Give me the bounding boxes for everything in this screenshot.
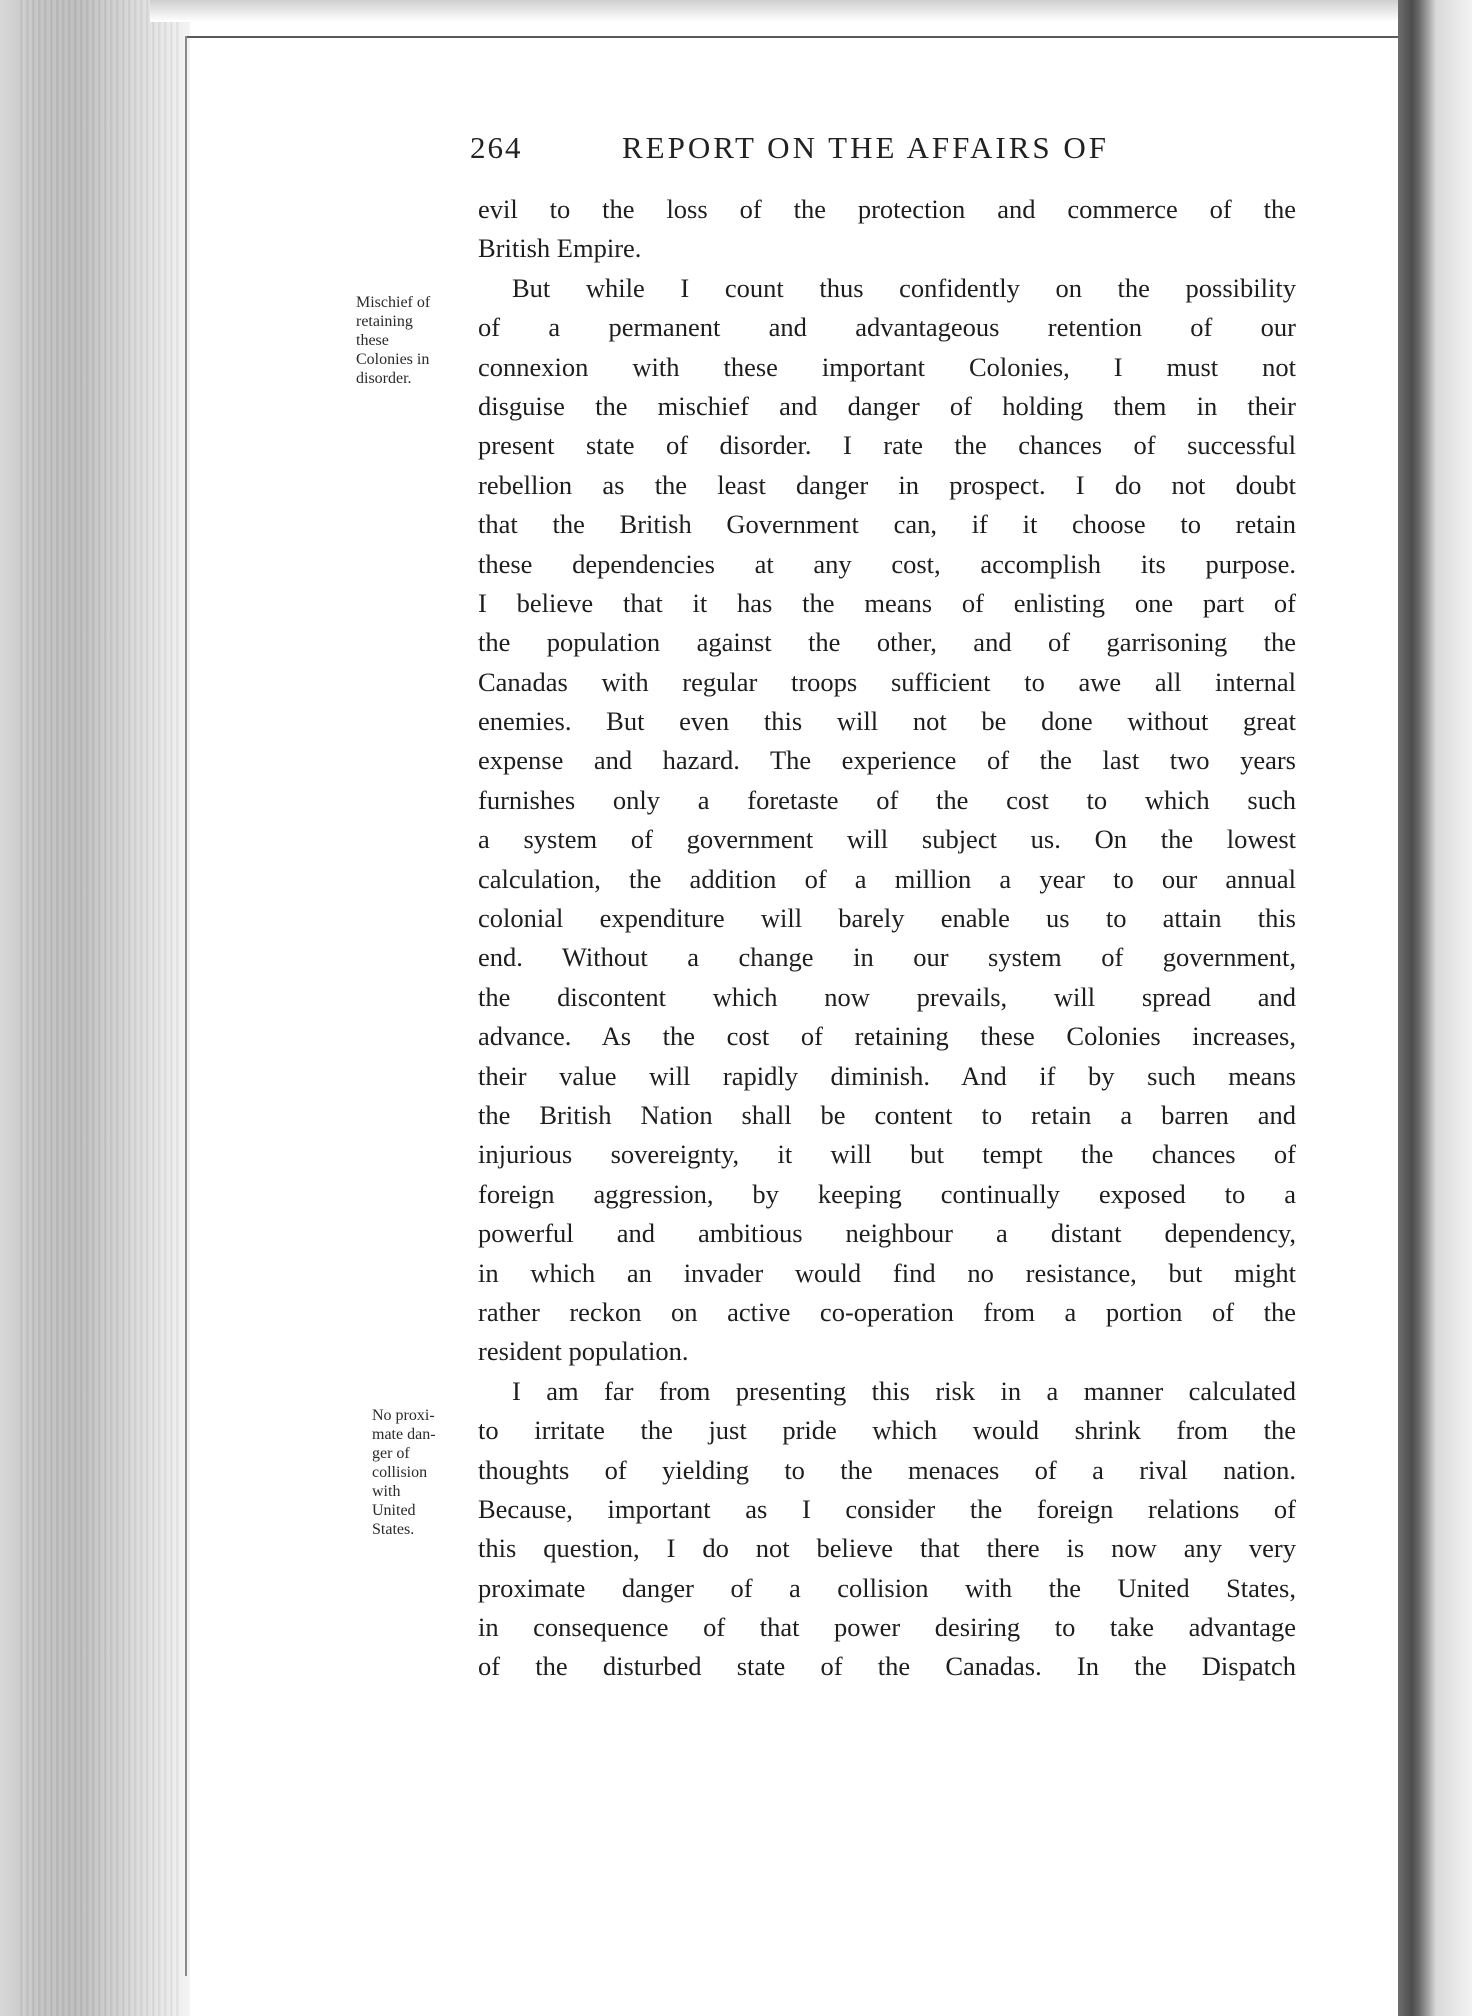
side-note-line: retaining — [356, 313, 413, 330]
side-note-line: ger of — [372, 1445, 410, 1462]
text-line: this question, I do not believe that there is now any very — [478, 1533, 1296, 1564]
running-head — [470, 130, 1200, 174]
page-edge-lines — [20, 0, 180, 2016]
body-text — [478, 190, 1296, 1687]
text-line: rather reckon on active co-operation from a portion of the — [478, 1296, 1296, 1327]
text-line: the British Nation shall be content to retain a barren and — [478, 1099, 1296, 1130]
side-note-line: mate dan- — [372, 1426, 436, 1443]
text-line: expense and hazard. The experience of the last two years — [478, 745, 1296, 776]
text-line: of a permanent and advantageous retention of our — [478, 312, 1296, 343]
top-shadow — [150, 0, 1472, 22]
text-line: But while I count thus confidently on the possibility — [512, 272, 1296, 303]
text-line: their value will rapidly diminish. And if by such means — [478, 1060, 1296, 1091]
side-note-line: Colonies in — [356, 351, 430, 368]
page-top-edge — [185, 36, 1400, 38]
text-line: that the British Government can, if it choose to retain — [478, 509, 1296, 540]
side-note-collision — [372, 1406, 436, 1539]
text-line: connexion with these important Colonies, I must not — [478, 351, 1296, 382]
side-note-line: Mischief of — [356, 294, 431, 311]
text-line: injurious sovereignty, it will but tempt the chances of — [478, 1139, 1296, 1170]
text-line: rebellion as the least danger in prospect. I do not doubt — [478, 469, 1296, 500]
facing-page-edge — [1412, 0, 1472, 2016]
side-note-line: collision — [372, 1464, 428, 1481]
text-line: enemies. But even this will not be done without great — [478, 706, 1296, 737]
side-note-line: these — [356, 332, 389, 349]
text-line: Canadas with regular troops sufficient to awe all internal — [478, 666, 1296, 697]
text-line: furnishes only a foretaste of the cost to which such — [478, 784, 1296, 815]
book-page-edges — [0, 0, 190, 2016]
text-line: the population against the other, and of garrisoning the — [478, 627, 1296, 658]
text-line: in consequence of that power desiring to take advantage — [478, 1612, 1296, 1643]
text-line: resident population. — [478, 1336, 689, 1367]
text-line: these dependencies at any cost, accomplish its purpose. — [478, 548, 1296, 579]
text-line: colonial expenditure will barely enable us to attain this — [478, 903, 1296, 934]
text-line: of the disturbed state of the Canadas. In the Dispatch — [478, 1651, 1296, 1682]
text-line: I believe that it has the means of enlisting one part of — [478, 587, 1296, 618]
text-line: advance. As the cost of retaining these Colonies increases, — [478, 1021, 1296, 1052]
text-line: the discontent which now prevails, will spread and — [478, 981, 1296, 1012]
text-line: Because, important as I consider the foreign relations of — [478, 1493, 1296, 1524]
text-line: British Empire. — [478, 233, 642, 264]
text-line: I am far from presenting this risk in a manner calculated — [512, 1375, 1296, 1406]
side-note-line: United — [372, 1502, 416, 1519]
text-line: in which an invader would find no resistance, but might — [478, 1257, 1296, 1288]
text-line: evil to the loss of the protection and commerce of the — [478, 194, 1296, 224]
text-line: disguise the mischief and danger of holding them in their — [478, 390, 1296, 421]
side-note-line: No proxi- — [372, 1407, 435, 1424]
page-title: REPORT ON THE AFFAIRS OF — [622, 130, 1110, 165]
page-left-edge — [185, 36, 187, 1976]
text-line: a system of government will subject us. On the lowest — [478, 824, 1296, 855]
text-line: thoughts of yielding to the menaces of a rival nation. — [478, 1454, 1296, 1485]
side-note-line: with — [372, 1483, 401, 1500]
text-line: proximate danger of a collision with the United States, — [478, 1572, 1296, 1603]
text-line: calculation, the addition of a million a year to our annual — [478, 863, 1296, 894]
side-note-line: States. — [372, 1521, 415, 1538]
side-note-mischief — [356, 293, 430, 388]
text-line: powerful and ambitious neighbour a distant dependency, — [478, 1218, 1296, 1249]
text-line: to irritate the just pride which would shrink from the — [478, 1415, 1296, 1446]
text-line: foreign aggression, by keeping continually exposed to a — [478, 1178, 1296, 1209]
text-line: end. Without a change in our system of government, — [478, 942, 1296, 973]
page-number: 264 — [470, 130, 523, 165]
side-note-line: disorder. — [356, 370, 412, 387]
text-line: present state of disorder. I rate the chances of successful — [478, 430, 1296, 461]
